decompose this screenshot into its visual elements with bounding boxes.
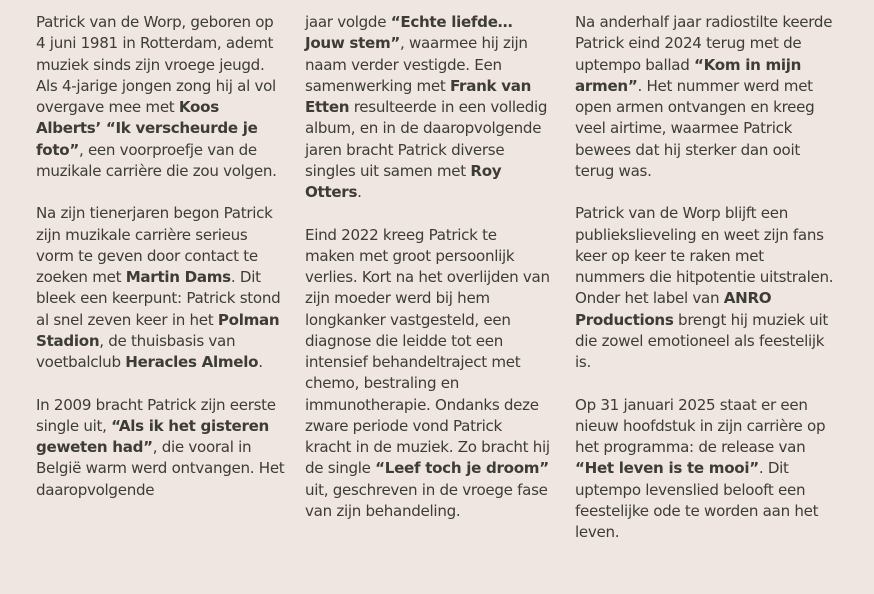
paragraph-text: . Dit bleek een keerpunt: Patrick stond al snel zeven keer in het <box>36 268 281 329</box>
paragraph-text: resulteerde in een volledig album, en in de daaropvolgende jaren bracht Patrick diverse singles uit samen met <box>305 98 548 180</box>
paragraph-text: . Het nummer werd met open armen ontvangen en kreeg veel airtime, waarmee Patrick bewees dat hij sterker dan ooit terug was. <box>575 76 815 180</box>
paragraph-second-single <box>305 12 550 203</box>
paragraph-text: . <box>258 353 263 371</box>
paragraph-career-start <box>36 203 286 373</box>
article-column-2 <box>305 12 550 543</box>
name-martin-dams: Martin Dams <box>125 268 231 286</box>
song-reference-ik-verscheurde-je-foto: Koos Alberts’ “Ik verscheurde je foto” <box>36 98 258 159</box>
club-heracles-almelo: Heracles Almelo <box>125 353 259 371</box>
label-anro-productions: ANRO Productions <box>575 289 772 329</box>
paragraph-text: . Dit uptempo levenslied belooft een feestelijke ode te worden aan het leven. <box>575 459 819 541</box>
song-reference-echte-liefde: “Echte liefde… Jouw stem” <box>305 13 513 53</box>
paragraph-text: , die vooral in België warm werd ontvangen. Het daaropvolgende <box>36 438 285 499</box>
paragraph-text: Na zijn tienerjaren begon Patrick zijn muzikale carrière serieus vorm te geven door contact te zoeken met <box>36 204 273 286</box>
paragraph-text: uit, geschreven in de vroege fase van zijn behandeling. <box>305 480 548 520</box>
paragraph-first-single <box>36 395 286 501</box>
name-roy-otters: Roy Otters <box>305 161 502 201</box>
paragraph-childhood <box>36 12 286 182</box>
paragraph-text: Patrick van de Worp blijft een publiekslieveling en weet zijn fans keer op keer te raken met nummers die hitpotentie uitstralen. Onder het label van <box>575 204 834 308</box>
paragraph-text: In 2009 bracht Patrick zijn eerste single uit, <box>36 395 276 435</box>
paragraph-text: , een voorproefje van de muzikale carrière die zou volgen. <box>36 140 277 180</box>
name-frank-van-etten: Frank van Etten <box>305 76 532 116</box>
paragraph-text: . <box>357 183 362 201</box>
paragraph-text: Patrick van de Worp, geboren op 4 juni 1981 in Rotterdam, ademt muziek sinds zijn vroege jeugd. Als 4-jarige jongen zong hij al vol overgave mee met <box>36 13 276 116</box>
paragraph-illness <box>305 225 550 523</box>
paragraph-text: , waarmee hij zijn naam verder vestigde. Een samenwerking met <box>305 34 528 95</box>
paragraph-comeback <box>575 12 835 182</box>
paragraph-text: Na anderhalf jaar radiostilte keerde Patrick eind 2024 terug met de uptempo ballad <box>575 13 833 74</box>
paragraph-text: jaar volgde <box>305 13 391 31</box>
paragraph-text: , de thuisbasis van voetbalclub <box>36 331 236 371</box>
paragraph-text: Op 31 januari 2025 staat er een nieuw hoofdstuk in zijn carrière op het programma: de release van <box>575 395 826 456</box>
article-column-3 <box>575 12 835 565</box>
paragraph-label <box>575 203 835 373</box>
paragraph-text: Eind 2022 kreeg Patrick te maken met groot persoonlijk verlies. Kort na het overlijden van zijn moeder werd bij hem longkanker vastgesteld, een diagnose die leidde tot een intensief behandeltraject met chemo, bestraling en immunotherapie. Ondanks deze zware periode vond Patrick kracht in de muziek. Zo bracht hij de single <box>305 225 550 478</box>
paragraph-new-release <box>575 395 835 544</box>
paragraph-text: brengt hij muziek uit die zowel emotioneel als feestelijk is. <box>575 310 829 371</box>
article-column-1 <box>36 12 286 522</box>
song-reference-kom-in-mijn-armen: “Kom in mijn armen” <box>575 55 802 95</box>
venue-polman-stadion: Polman Stadion <box>36 310 280 350</box>
song-reference-het-leven-is-te-mooi: “Het leven is te mooi” <box>575 459 759 478</box>
song-reference-als-ik-het-gisteren: “Als ik het gisteren geweten had” <box>36 416 269 456</box>
song-reference-leef-toch-je-droom: “Leef toch je droom” <box>375 459 549 478</box>
